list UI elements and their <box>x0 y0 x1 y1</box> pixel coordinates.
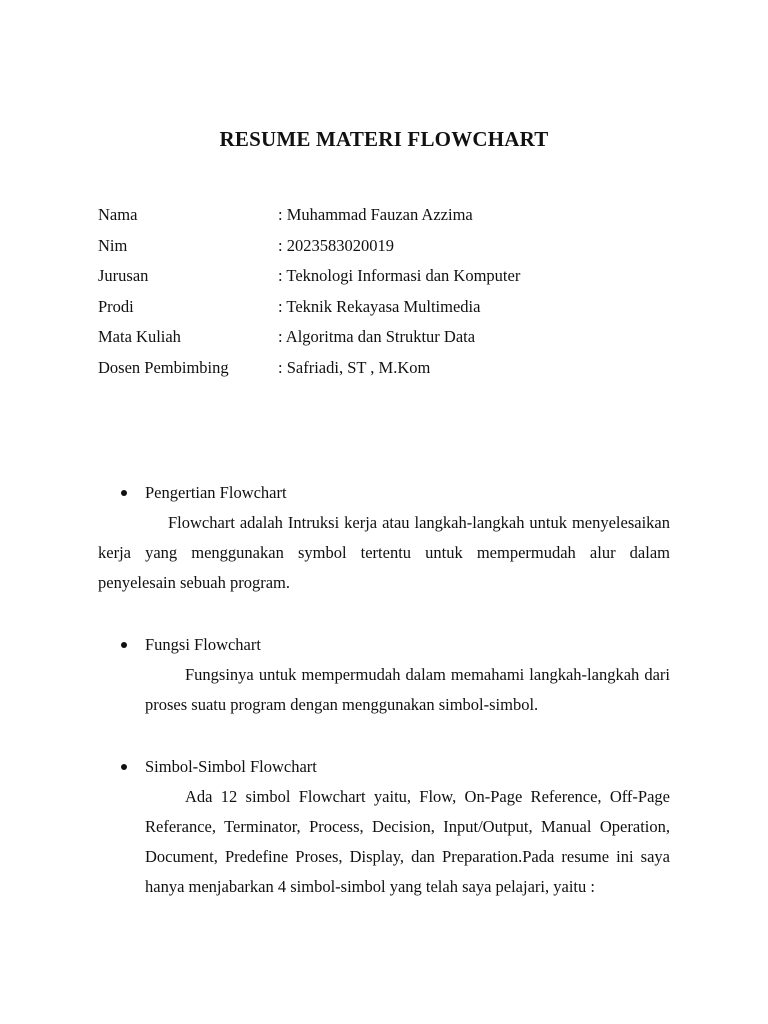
section-body: Ada 12 simbol Flowchart yaitu, Flow, On-Page Reference, Off-Page Referance, Terminator, Process, Decision, Input/Output, Manual Operation, Document, Predefine Proses, Display, dan Preparation.Pada resume ini saya hanya menjabarkan 4 simbol-simbol yang telah saya pelajari, yaitu : <box>145 787 670 896</box>
info-label: Mata Kuliah <box>98 327 181 347</box>
bullet-icon <box>121 490 127 496</box>
section-heading: Pengertian Flowchart <box>145 483 287 502</box>
info-value: : 2023583020019 <box>278 235 394 255</box>
info-label: Dosen Pembimbing <box>98 357 229 377</box>
info-value: : Algoritma dan Struktur Data <box>278 327 476 347</box>
bullet-icon <box>121 642 127 648</box>
info-value: : Muhammad Fauzan Azzima <box>278 205 473 224</box>
info-row-dosen <box>98 357 520 388</box>
info-label: Nama <box>98 205 138 224</box>
section-heading: Simbol-Simbol Flowchart <box>145 757 317 776</box>
info-label: Nim <box>98 235 128 255</box>
info-label: Jurusan <box>98 266 149 286</box>
section-body: Fungsinya untuk mempermudah dalam memahami langkah-langkah dari proses suatu program dengan menggunakan simbol-simbol. <box>145 665 670 714</box>
info-row-jurusan <box>98 265 520 296</box>
section-body: Flowchart adalah Intruksi kerja atau langkah-langkah untuk menyelesaikan kerja yang menggunakan symbol tertentu untuk mempermudah alur dalam penyelesain sebuah program. <box>98 513 670 592</box>
page-title: RESUME MATERI FLOWCHART <box>219 127 549 151</box>
info-row-mata-kuliah <box>98 326 520 357</box>
info-value: : Teknik Rekayasa Multimedia <box>278 296 481 316</box>
info-value: : Teknologi Informasi dan Komputer <box>278 266 521 286</box>
info-row-prodi <box>98 296 520 327</box>
student-info-table <box>98 204 520 388</box>
info-value: : Safriadi, ST , M.Kom <box>278 357 431 377</box>
info-row-nama <box>98 204 520 235</box>
section-heading: Fungsi Flowchart <box>145 635 261 654</box>
bullet-icon <box>121 764 127 770</box>
info-row-nim <box>98 235 520 266</box>
info-label: Prodi <box>98 296 134 316</box>
